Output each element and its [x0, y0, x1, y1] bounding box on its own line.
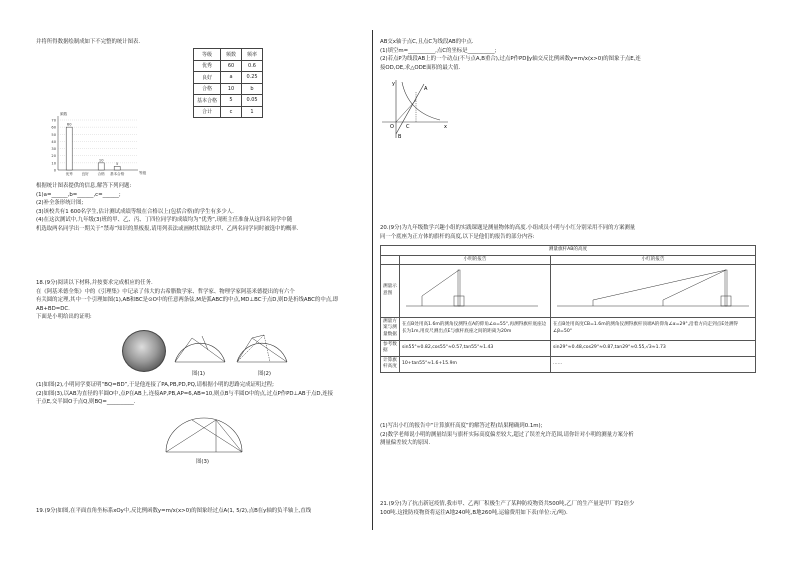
- category-label: 优秀: [65, 172, 73, 176]
- y-axis-label: 频数: [60, 112, 68, 116]
- question-19-part-2: (2)若点P为线段AB上的一个动点(不与点A,B重合),过点P作PD∥y轴交反比例函数y=m/x(x>0)的图象于点E,连: [380, 56, 641, 63]
- question-20-title: 20.(9分)为九年级数学兴趣小组的实践课题是测量物体的高度.小组成员小明与小红分别采用不同的方案测量: [380, 225, 636, 231]
- point-label: B: [398, 134, 402, 140]
- question-20: [380, 224, 758, 241]
- frequency-table: [193, 48, 263, 118]
- table-header: 频数: [221, 49, 242, 61]
- coordinate-graph: [380, 78, 450, 140]
- question-18-text: 下面是小明给出的证明:: [36, 314, 92, 321]
- y-tick-label: 30: [51, 147, 56, 152]
- table-cell: 10: [221, 83, 242, 95]
- report-cell: ……: [551, 356, 756, 372]
- table-cell: 0.25: [242, 72, 263, 84]
- question-20-part-2: (2)数学老师说小明的测量结果与旗杆实际高度偏差较大,超过了误差允许范围,请你针对小明的测量方案分析: [380, 431, 634, 438]
- question-part-3: (3)该校共有1 600名学生,估计测试成绩等级在合格以上(包括合格)的学生有多少人.: [36, 208, 234, 215]
- question-intro: 根据统计图表提供的信息,解答下列问题:: [36, 183, 132, 189]
- table-row: [194, 95, 263, 107]
- report-title-row: [381, 246, 756, 256]
- report-row: [381, 340, 756, 356]
- report-header-row: [381, 255, 756, 265]
- y-tick-label: 70: [51, 118, 56, 123]
- task-2-cont: 于点E,交半圆O于点Q,则BQ=__________.: [36, 399, 136, 406]
- task-2: (2)如图(3),以AB为直径的半圆O中,点P在AB上,连接AP,PB,AP=6,AB=10,则点B与半圆O中的点,过点P作PD⊥AB于点D,连接: [36, 390, 334, 397]
- xiaohong-diagram: [553, 266, 753, 312]
- bar-value-label: 60: [66, 122, 72, 127]
- question-20-text: 同一个底座为正方体的旗杆的高度,以下是他们的报告的部分内容:: [380, 233, 535, 240]
- question-21: [380, 500, 758, 517]
- bar: [66, 127, 72, 170]
- category-label: 合格: [97, 172, 105, 176]
- table-cell: 1: [242, 106, 263, 118]
- report-cell: 在点B处用高度CB=1.6m的测角仪测得旗杆顶端A的仰角∠α=29°,沿着方向走到点E处测得∠β=50°: [551, 317, 756, 340]
- figure-3-label: 图(3): [196, 459, 210, 465]
- table-header: 频率: [242, 49, 263, 61]
- question-17-parts: [36, 182, 366, 234]
- y-tick-label: 20: [51, 154, 56, 159]
- table-header-row: [194, 49, 263, 61]
- question-18-tasks: [36, 381, 366, 407]
- task-1: (1)如图(2),小明同学要证明“BQ=BD”,于是他连接了PA,PB,PD,PQ,请根据小明的思路完成证明过程;: [36, 382, 274, 388]
- question-19-part-2-cont: 接OD,OE,求△ODE面积的最大值.: [380, 64, 461, 71]
- bar: [98, 163, 104, 170]
- table-row: [194, 60, 263, 72]
- question-21-title: 21.(9分)为了抗击新冠疫情,我市甲、乙两厂积极生产了某种防疫物资共500吨,乙厂的生产量是甲厂的2倍少: [380, 501, 635, 507]
- report-row: [381, 356, 756, 372]
- category-label: 良好: [81, 172, 89, 176]
- table-cell: 0.05: [242, 95, 263, 107]
- report-title: 测量旗杆AB的高度: [381, 246, 756, 256]
- question-part-4-cont: 机选取两名同学出一期关于“禁毒”知识的黑板报,请用列表法或画树状图法求甲、乙两名同学同时被选中的概率.: [36, 225, 299, 232]
- figure-2-label: 图(2): [258, 371, 272, 377]
- report-row-label: 测量示意图: [381, 265, 400, 318]
- question-part-1: (1)a=______,b=______,c=______;: [36, 191, 121, 198]
- report-row-label: 参考数据: [381, 340, 400, 356]
- question-18-text: 在《阿基米德全集》中的《引理集》中记录了伟大的古希腊数学家、哲学家、物理学家阿基米德提出的有六个: [36, 288, 295, 295]
- column-divider: [372, 30, 373, 530]
- x-axis-label: x: [444, 124, 447, 130]
- table-cell: 合格: [194, 83, 221, 95]
- report-row: [381, 265, 756, 318]
- table-cell: a: [221, 72, 242, 84]
- archimedes-portrait: [122, 330, 166, 372]
- question-19-part-1: (1)填空m=__________,点C的坐标是__________;: [380, 47, 497, 54]
- bar-value-label: 5: [116, 161, 119, 166]
- table-cell: 基本合格: [194, 95, 221, 107]
- report-cell: sin29°≈0.48,cos29°≈0.87,tan29°≈0.55,√3≈1.73: [551, 340, 756, 356]
- question-19-title: 19.(9分)如图,在平面直角坐标系xOy中,反比例函数y=m/x(x>0)的图象经过点A(1, 5/2),点B在y轴的负半轴上,直线: [36, 508, 312, 514]
- x-axis-label: 等级: [139, 171, 147, 175]
- xiaohong-diagram-cell: [551, 265, 756, 318]
- question-19: [36, 507, 366, 516]
- measurement-report-table: [380, 245, 756, 373]
- bar-value-label: 10: [98, 158, 104, 163]
- table-cell: 0.6: [242, 60, 263, 72]
- question-20-part-2-cont: 测量偏差较大的原因.: [380, 440, 431, 447]
- xiaoming-diagram-cell: [399, 265, 550, 318]
- y-axis-label: y: [392, 81, 395, 87]
- category-label: 基本合格: [110, 172, 125, 176]
- report-col-header: 小明的报告: [399, 255, 550, 265]
- question-20-part-1: (1)写出小红的报告中“计算旗杆高度”的解答过程(结果精确到0.1m);: [380, 423, 543, 429]
- report-cell: 在点B处用高1.6m的测角仪测得点A的仰角∠α=55°,再测得旗杆底座边长为1m,用皮尺测出点E与旗杆底座之间的距离为20m: [399, 317, 550, 340]
- question-18: [36, 279, 366, 322]
- y-tick-label: 40: [51, 139, 56, 144]
- table-cell: 优秀: [194, 60, 221, 72]
- figure-1-label: 图(1): [192, 371, 206, 377]
- right-column: [380, 38, 758, 72]
- figure-2-diagram: [232, 326, 292, 368]
- question-18-title: 18.(9分)阅读以下材料,并按要求完成相应的任务.: [36, 280, 153, 286]
- intro-text: 并将所得数据绘制成如下不完整的统计图表.: [36, 39, 141, 45]
- question-20-parts: [380, 422, 758, 448]
- report-cell: 10+tan55°≈1.6+15.9m: [399, 356, 550, 372]
- question-18-text: 有关圆的定理,其中一个引理如图(1),AB和BC是⊙O中的任意两条弦,M是弧ABC的中点,MD⊥BC于点D,则D是折线ABC的中点,即AB+BD=DC.: [36, 297, 339, 312]
- question-21-text: 100吨.这批防疫物资将运往A地240吨,B地260吨,运输费用如下表(单位:元/吨).: [380, 509, 568, 516]
- report-row: [381, 317, 756, 340]
- table-cell: c: [221, 106, 242, 118]
- figure-1-diagram: [170, 328, 230, 368]
- point-label: A: [424, 86, 428, 92]
- bar: [114, 166, 120, 170]
- table-row: [194, 83, 263, 95]
- report-col-header: 小红的报告: [551, 255, 756, 265]
- question-part-4: (4)在这次测试中,九年级(3)班的甲、乙、丙、丁四位同学的成绩均为“优秀”,现班主任准备从这四名同学中随: [36, 217, 293, 224]
- y-tick-label: 60: [51, 125, 56, 130]
- y-tick-label: 10: [51, 161, 56, 166]
- table-row: [194, 106, 263, 118]
- question-part-2: (2)补全条形统计图;: [36, 200, 84, 207]
- question-19-cont: AB交x轴于点C,且点C为线段AB的中点.: [380, 39, 474, 45]
- y-tick-label: 0: [53, 168, 56, 173]
- table-row: [194, 72, 263, 84]
- y-tick-label: 50: [51, 132, 56, 137]
- table-cell: b: [242, 83, 263, 95]
- figure-3-diagram: [162, 414, 246, 458]
- frequency-bar-chart: [40, 112, 150, 182]
- xiaoming-diagram: [402, 266, 542, 312]
- table-cell: 良好: [194, 72, 221, 84]
- left-column: [36, 38, 366, 47]
- table-cell: 合计: [194, 106, 221, 118]
- origin-label: O: [390, 124, 394, 130]
- report-row-label: 测量方案与测量数据: [381, 317, 400, 340]
- table-cell: 60: [221, 60, 242, 72]
- report-row-label: 计算旗杆高度: [381, 356, 400, 372]
- report-cell: sin55°≈0.82,cos55°≈0.57,tan55°≈1.43: [399, 340, 550, 356]
- table-cell: 5: [221, 95, 242, 107]
- bar-chart-plot: [51, 112, 146, 176]
- point-label: C: [406, 124, 410, 130]
- table-header: 等级: [194, 49, 221, 61]
